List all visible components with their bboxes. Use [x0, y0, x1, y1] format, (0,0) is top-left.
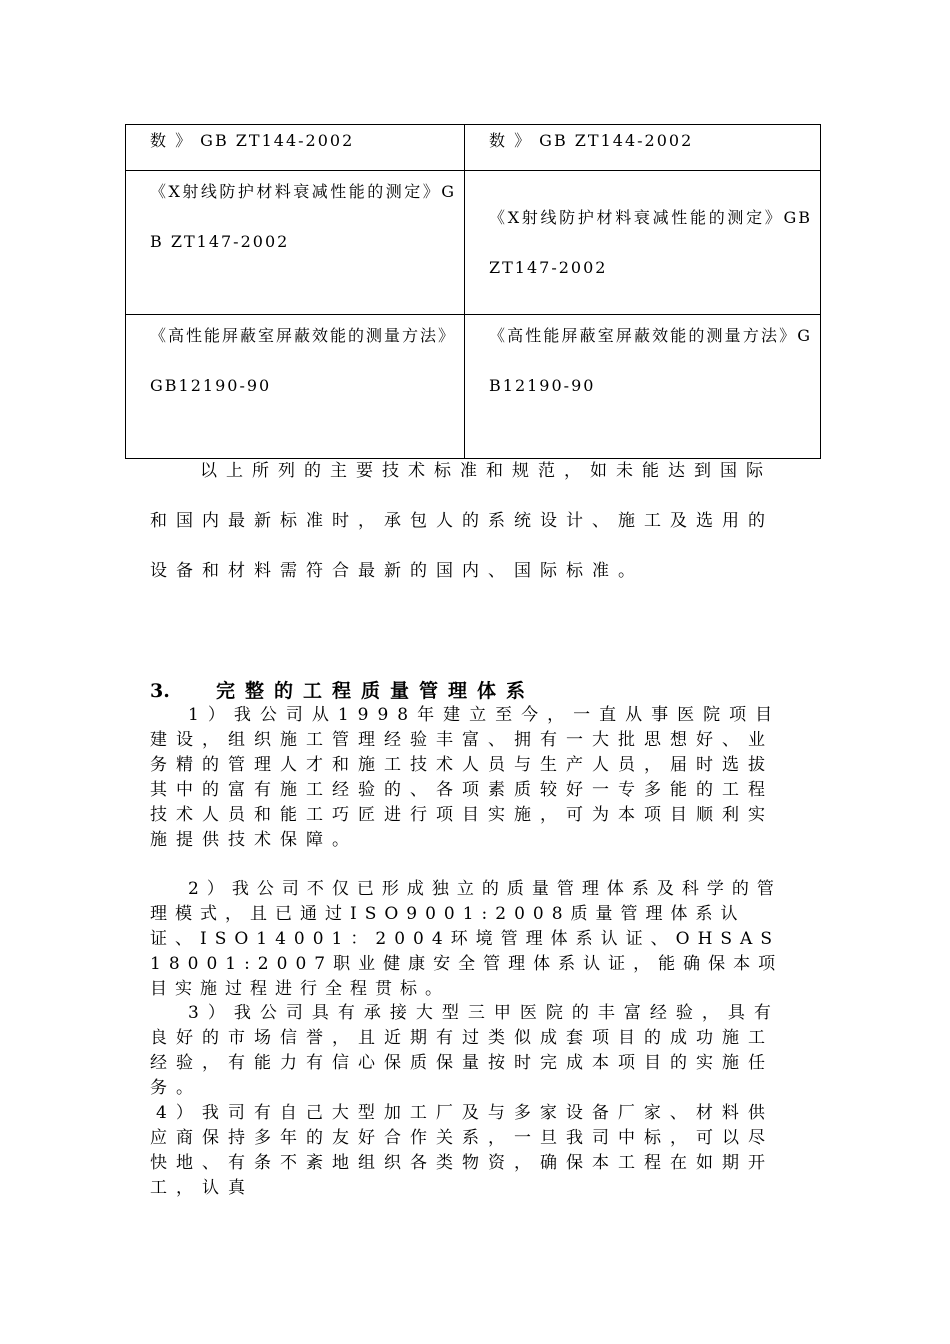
table-cell: 数 》 GB ZT144-2002 [126, 125, 465, 171]
table-row [126, 171, 821, 315]
section-number: 3. [150, 680, 170, 702]
table-cell: 《X射线防护材料衰减性能的测定》GB ZT147-2002 [465, 171, 821, 315]
intro-paragraph: 以上所列的主要技术标准和规范，如未能达到国际和国内最新标准时，承包人的系统设计、施工及选用的设备和材料需符合最新的国内、国际标准。 [150, 461, 774, 581]
section-heading [150, 676, 535, 703]
table-row [126, 315, 821, 459]
table-cell: 《X射线防护材料衰减性能的测定》GB ZT147-2002 [126, 171, 465, 315]
list-item: 2）我公司不仅已形成独立的质量管理体系及科学的管理模式，且已通过ISO9001:2008质量管理体系认证、ISO14001：2004环境管理体系认证、OHSAS18001:2007职业健康安全管理体系认证，能确保本项目实施过程进行全程贯标。 [150, 879, 784, 999]
list-item: 4）我司有自己大型加工厂及与多家设备厂家、材料供应商保持多年的友好合作关系，一旦我司中标，可以尽快地、有条不紊地组织各类物资，确保本工程在如期开工，认真 [150, 1103, 774, 1198]
table-cell: 数 》 GB ZT144-2002 [465, 125, 821, 171]
list-item: 3）我公司具有承接大型三甲医院的丰富经验，具有良好的市场信誉，且近期有过类似成套项目的成功施工经验，有能力有信心保质保量按时完成本项目的实施任务。 [150, 1003, 780, 1098]
standards-table [125, 124, 821, 459]
list-item: 1）我公司从1998年建立至今，一直从事医院项目建设，组织施工管理经验丰富、拥有一大批思想好、业务精的管理人才和施工技术人员与生产人员，届时选拔其中的富有施工经验的、各项素质较好一专多能的工程技术人员和能工巧匠进行项目实施，可为本项目顺利实施提供技术保障。 [150, 705, 782, 850]
section-title: 完整的工程质量管理体系 [216, 680, 536, 702]
table-row [126, 125, 821, 171]
table-cell: 《高性能屏蔽室屏蔽效能的测量方法》GB12190-90 [126, 315, 465, 459]
table-cell: 《高性能屏蔽室屏蔽效能的测量方法》GB12190-90 [465, 315, 821, 459]
